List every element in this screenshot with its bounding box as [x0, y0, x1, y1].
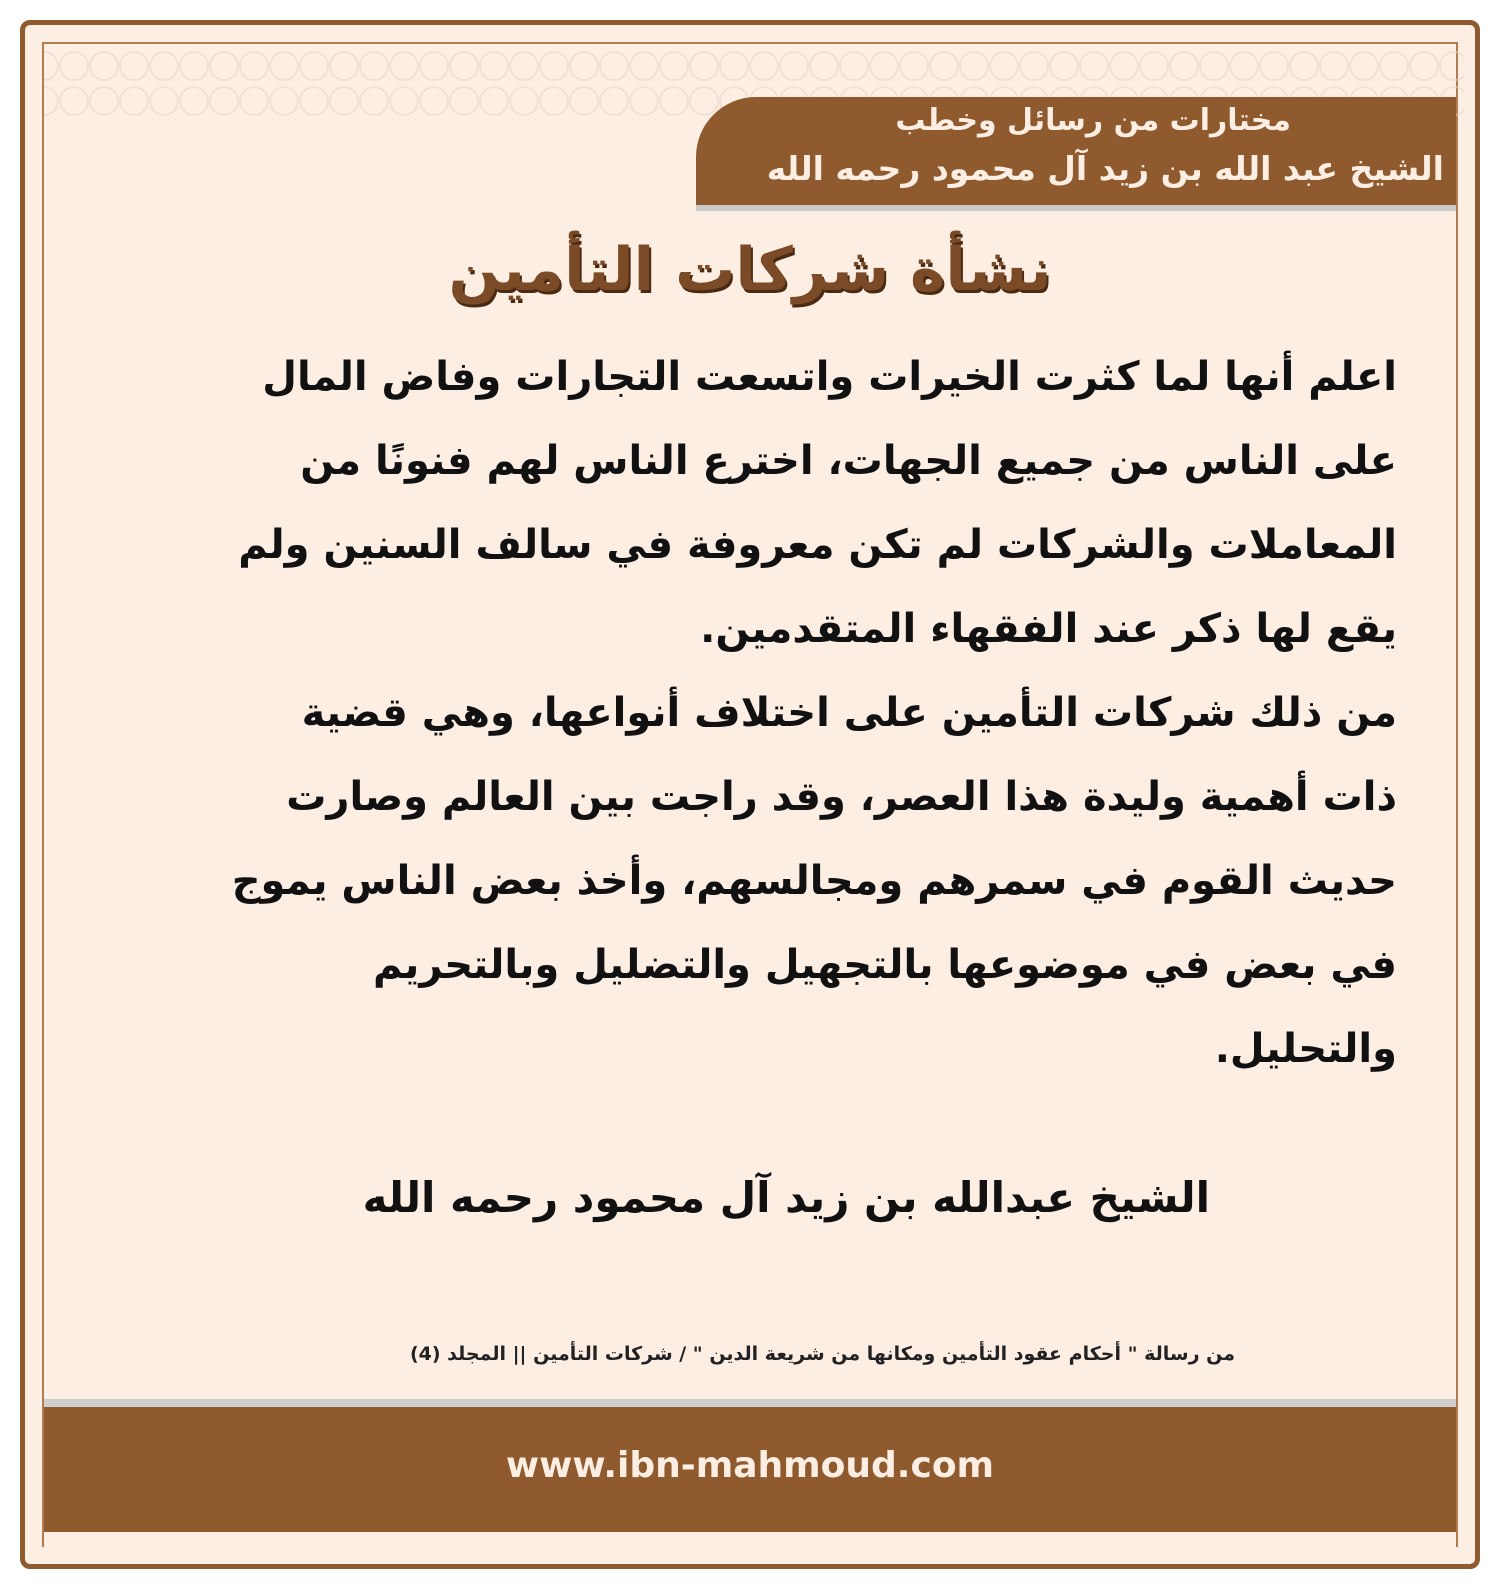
quote-card	[20, 20, 1480, 1569]
body-line: اعلم أنها لما كثرت الخيرات واتسعت التجارات وفاض المال	[262, 354, 1397, 400]
page-title: نشأة شركات التأمين	[448, 235, 1052, 305]
website-link[interactable]: www.ibn-mahmoud.com	[505, 1445, 995, 1486]
footer-bar	[44, 1407, 1456, 1532]
author-signature: الشيخ عبدالله بن زيد آل محمود رحمه الله	[362, 1173, 1210, 1222]
body-line: المعاملات والشركات لم تكن معروفة في سالف السنين ولم	[238, 522, 1397, 568]
body-text	[127, 335, 1397, 1091]
header-author-name: الشيخ عبد الله بن زيد آل محمود رحمه الله	[766, 149, 1444, 188]
header-series-title: مختارات من رسائل وخطب	[895, 103, 1291, 138]
source-citation: من رسالة " أحكام عقود التأمين ومكانها من شريعة الدين " / شركات التأمين || المجلد (4)	[409, 1343, 1235, 1365]
body-line: حديث القوم في سمرهم ومجالسهم، وأخذ بعض الناس يموج	[231, 858, 1397, 904]
footer-divider	[44, 1399, 1456, 1407]
body-line: في بعض في موضوعها بالتجهيل والتضليل وبالتحريم	[372, 942, 1397, 988]
body-line: على الناس من جميع الجهات، اخترع الناس لهم فنونًا من	[300, 438, 1397, 484]
body-line: والتحليل.	[1214, 1026, 1397, 1072]
body-line: من ذلك شركات التأمين على اختلاف أنواعها، وهي قضية	[301, 690, 1397, 736]
body-line: يقع لها ذكر عند الفقهاء المتقدمين.	[700, 606, 1397, 652]
body-line: ذات أهمية وليدة هذا العصر، وقد راجت بين العالم وصارت	[286, 774, 1397, 820]
header-banner	[696, 97, 1456, 205]
